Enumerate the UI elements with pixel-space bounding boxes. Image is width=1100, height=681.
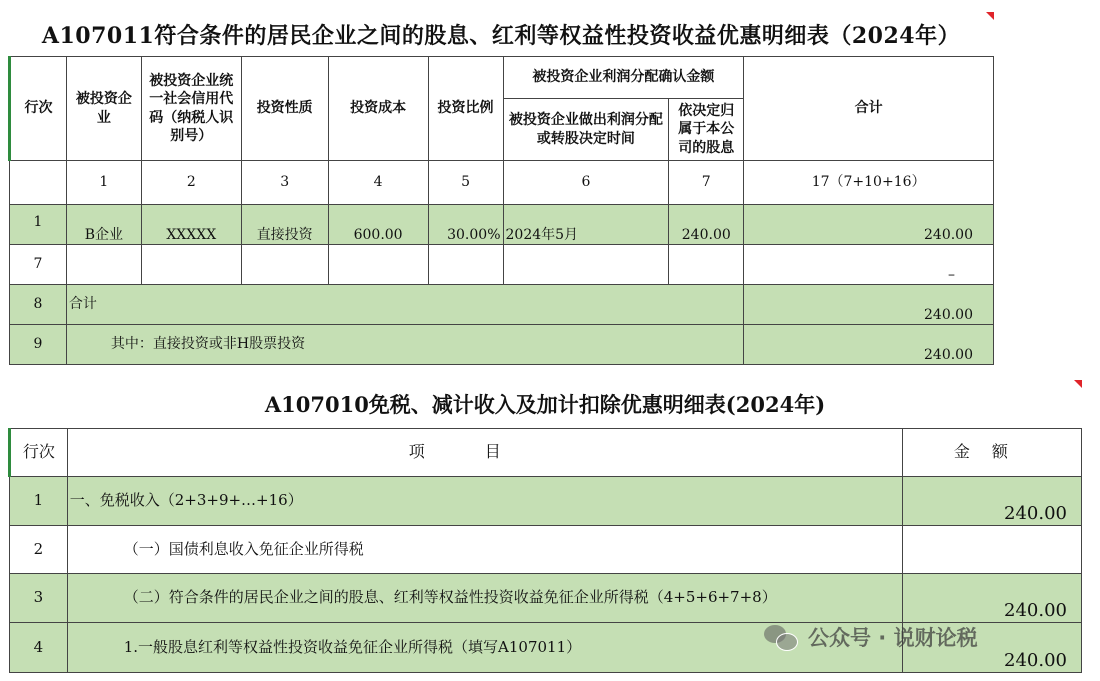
- col-number-4: 4: [328, 161, 428, 205]
- decision-time-cell[interactable]: 2024年5月: [503, 205, 669, 245]
- col-number-3: 3: [241, 161, 328, 205]
- row-no[interactable]: 3: [10, 574, 68, 623]
- sheet2-title: A107010免税、减计收入及加计扣除优惠明细表(2024年): [8, 380, 1082, 429]
- credit-code-cell[interactable]: [141, 245, 241, 285]
- sub-label: 其中：直接投资或非H股票投资: [66, 325, 743, 365]
- decision-time-cell[interactable]: [503, 245, 669, 285]
- table-row: [10, 245, 994, 285]
- header-credit-code: 被投资企业统一社会信用代码（纳税人识别号）: [141, 57, 241, 161]
- sum-total-cell[interactable]: 240.00: [744, 285, 994, 325]
- table-row: [10, 205, 994, 245]
- amount-cell[interactable]: 240.00: [902, 623, 1081, 673]
- watermark-text: 公众号 · 说财论税: [808, 626, 978, 650]
- nature-cell[interactable]: 直接投资: [241, 205, 328, 245]
- header-profit-group: 被投资企业利润分配确认金额: [503, 57, 744, 99]
- col-number-1: 1: [66, 161, 141, 205]
- item-cell: 一、免税收入（2+3+9+…+16）: [67, 477, 902, 526]
- investee-cell[interactable]: [66, 245, 141, 285]
- watermark: [764, 620, 978, 654]
- item-cell: 1.一般股息红利等权益性投资收益免征企业所得税（填写A107011）: [67, 623, 902, 673]
- header-row-no: 行次: [10, 57, 67, 161]
- col-number-5: 5: [428, 161, 503, 205]
- sheet1-title: A107011符合条件的居民企业之间的股息、红利等权益性投资收益优惠明细表（2024年）: [8, 12, 994, 57]
- row-no[interactable]: 7: [10, 245, 67, 285]
- item-cell: （二）符合条件的居民企业之间的股息、红利等权益性投资收益免征企业所得税（4+5+6+7+8）: [67, 574, 902, 623]
- col-number-17: 17（7+10+16）: [744, 161, 994, 205]
- row-no[interactable]: 1: [10, 477, 68, 526]
- wechat-icon: [764, 623, 800, 651]
- header-row-no: 行次: [10, 429, 68, 477]
- a107011-sheet: [8, 12, 994, 368]
- amount-cell[interactable]: 240.00: [902, 477, 1081, 526]
- amount-cell[interactable]: 240.00: [902, 574, 1081, 623]
- header-cost: 投资成本: [328, 57, 428, 161]
- ratio-cell[interactable]: 30.00%: [428, 205, 503, 245]
- dividend-cell[interactable]: [669, 245, 744, 285]
- sum-label: 合计: [66, 285, 743, 325]
- header-dividend: 依决定归属于本公司的股息: [669, 99, 744, 161]
- amount-cell[interactable]: [902, 526, 1081, 574]
- header-decision-time: 被投资企业做出利润分配或转股决定时间: [503, 99, 669, 161]
- row-no[interactable]: 8: [10, 285, 67, 325]
- table-row: [10, 526, 1082, 574]
- header-ratio: 投资比例: [428, 57, 503, 161]
- dividend-cell[interactable]: 240.00: [669, 205, 744, 245]
- header-investee: 被投资企业: [66, 57, 141, 161]
- header-amount: 金额: [902, 429, 1081, 477]
- row-no[interactable]: 1: [10, 205, 67, 245]
- col-number-blank: [10, 161, 67, 205]
- header-total: 合计: [744, 57, 994, 161]
- col-number-7: 7: [669, 161, 744, 205]
- table-row: [10, 574, 1082, 623]
- row-no[interactable]: 2: [10, 526, 68, 574]
- row-no[interactable]: 9: [10, 325, 67, 365]
- item-cell: （一）国债利息收入免征企业所得税: [67, 526, 902, 574]
- cost-cell[interactable]: [328, 245, 428, 285]
- row-no[interactable]: 4: [10, 623, 68, 673]
- sub-row: [10, 325, 994, 365]
- header-nature: 投资性质: [241, 57, 328, 161]
- sum-row: [10, 285, 994, 325]
- header-item: 项目: [67, 429, 902, 477]
- cost-cell[interactable]: 600.00: [328, 205, 428, 245]
- total-cell[interactable]: 240.00: [744, 205, 994, 245]
- total-cell[interactable]: –: [744, 245, 994, 285]
- investee-cell[interactable]: B企业: [66, 205, 141, 245]
- ratio-cell[interactable]: [428, 245, 503, 285]
- col-number-6: 6: [503, 161, 669, 205]
- a107011-table: [8, 56, 994, 365]
- nature-cell[interactable]: [241, 245, 328, 285]
- table-row: [10, 477, 1082, 526]
- col-number-2: 2: [141, 161, 241, 205]
- credit-code-cell[interactable]: XXXXX: [141, 205, 241, 245]
- sub-total-cell[interactable]: 240.00: [744, 325, 994, 365]
